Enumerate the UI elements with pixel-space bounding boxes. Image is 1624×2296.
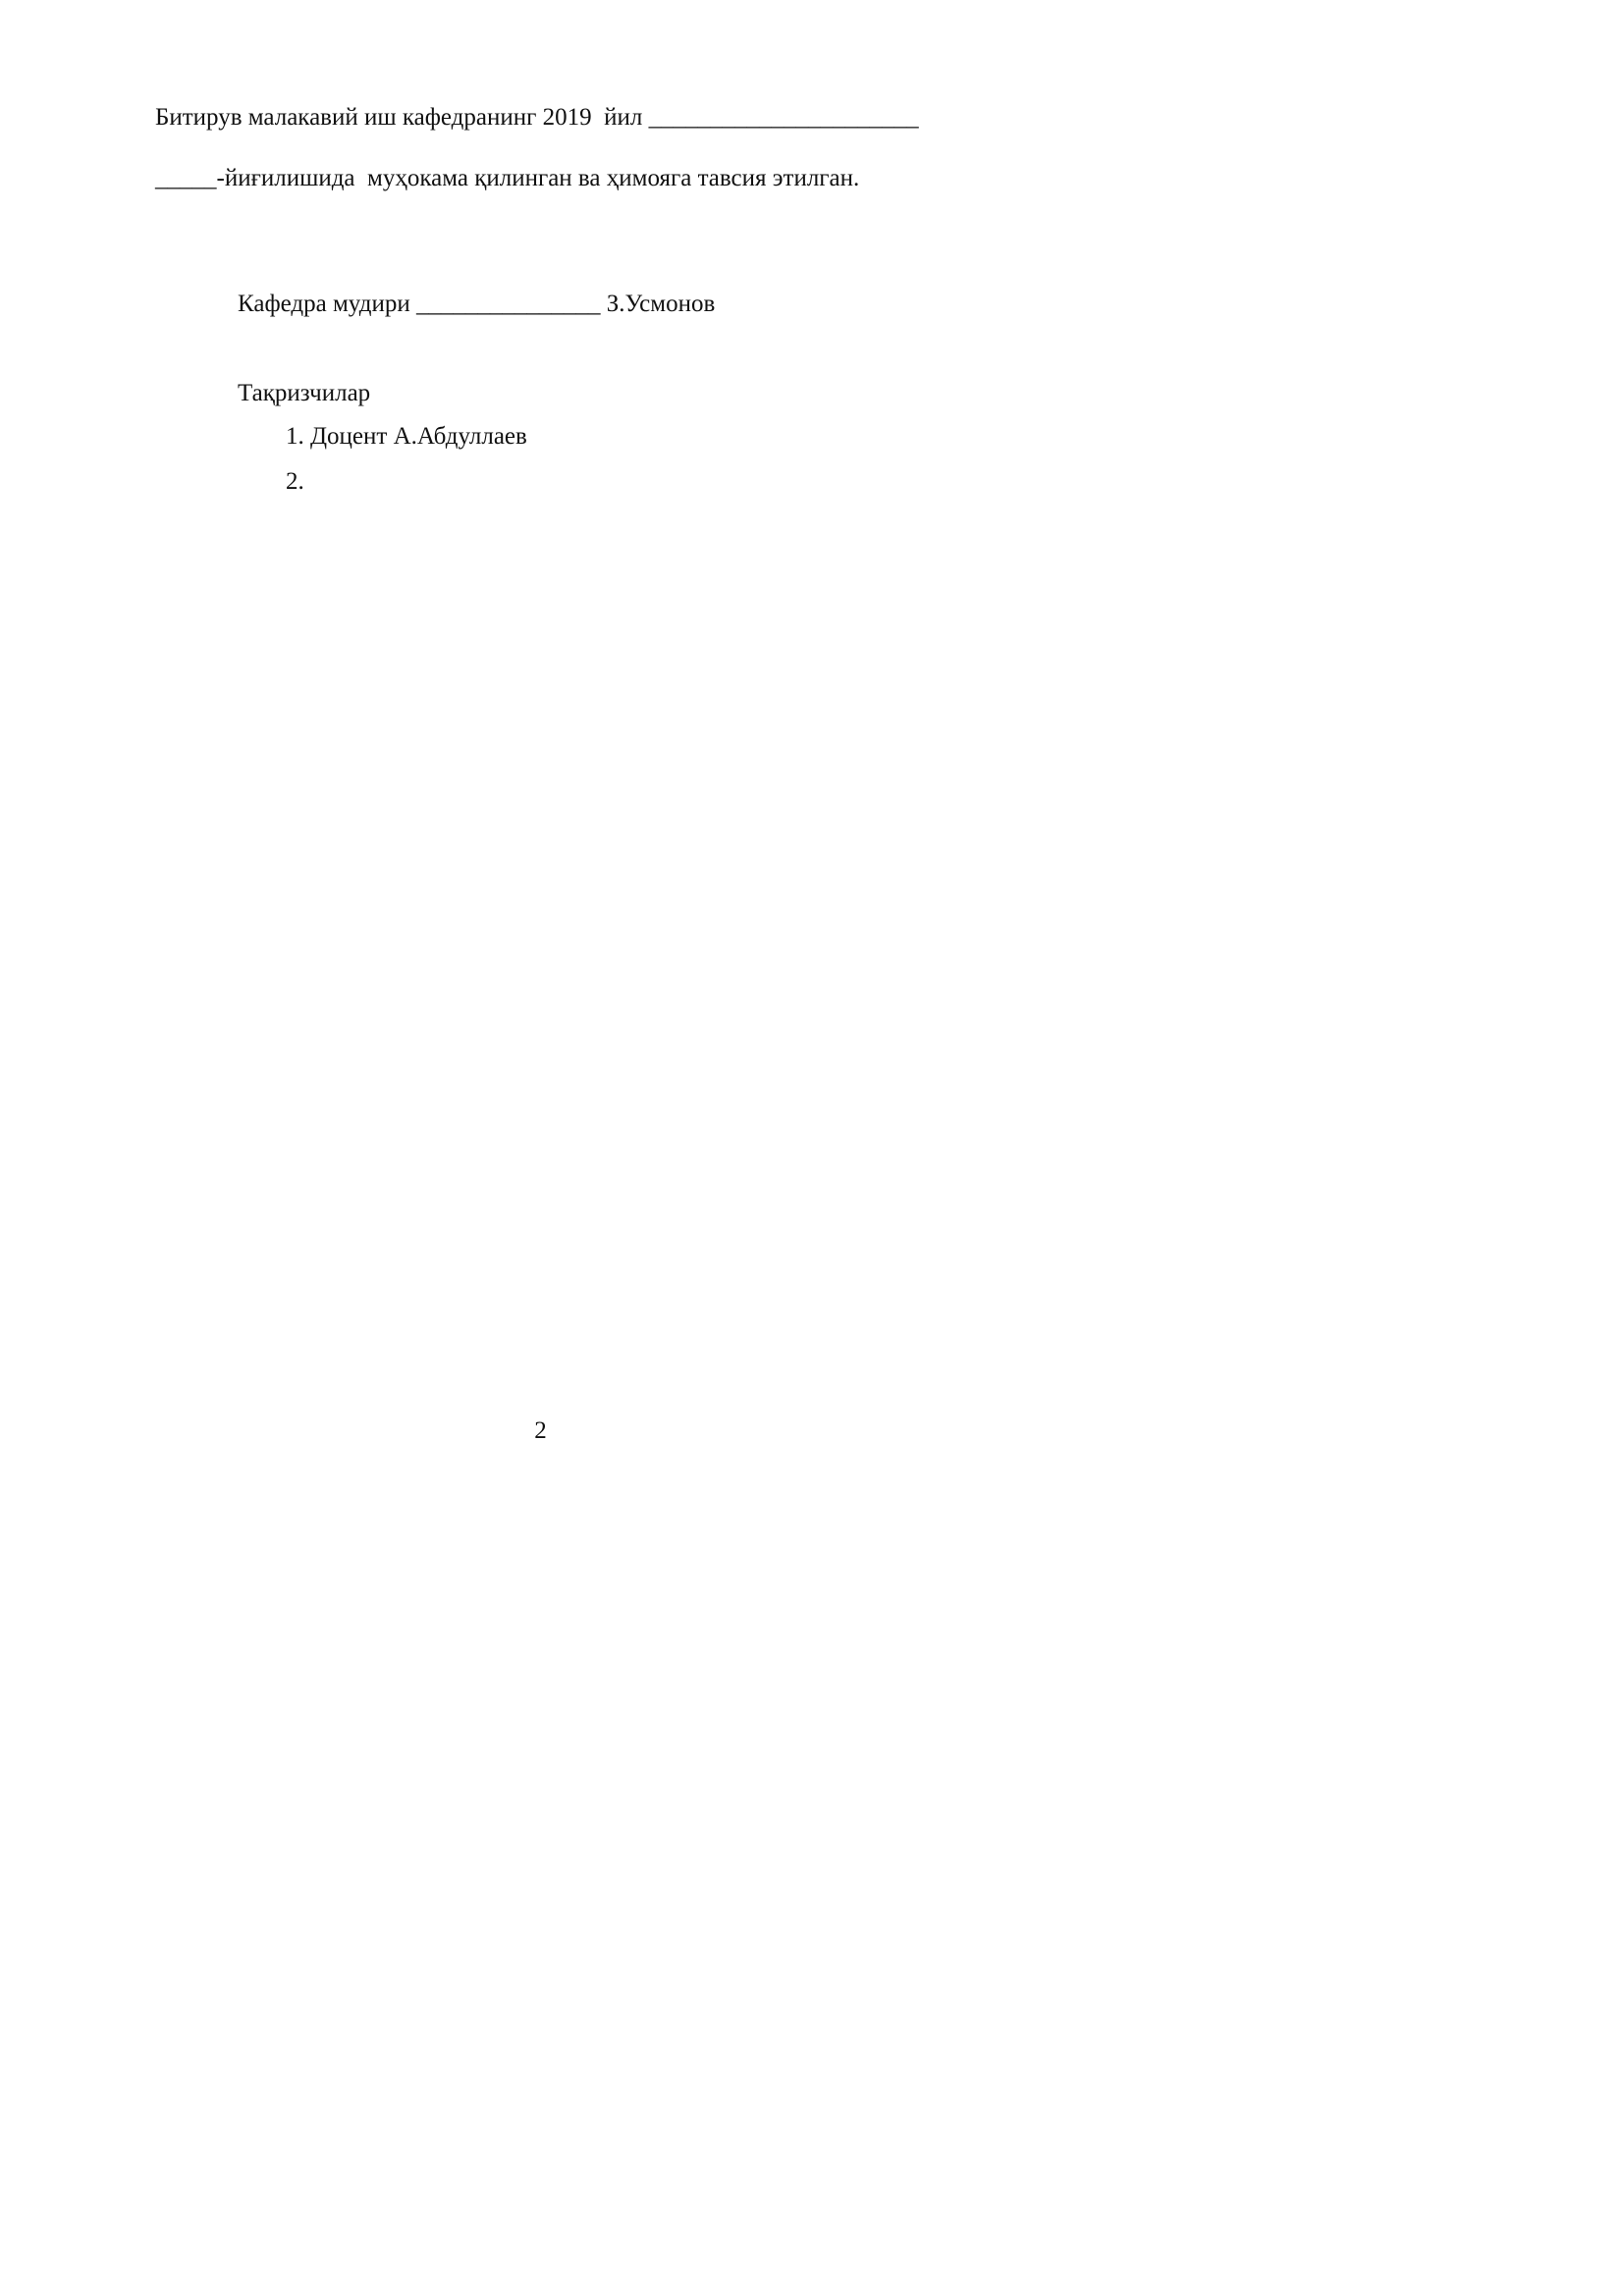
reviewer-number: 1. <box>286 423 304 450</box>
department-head-label: Кафедра мудири <box>238 291 410 317</box>
paragraph-line-2: _____-йиғилишида муҳокама қилинган ва ҳимояга тавсия этилган. <box>155 165 860 191</box>
reviewer-number: 2. <box>286 468 304 495</box>
signature-blank: _______________ <box>415 291 601 317</box>
reviewer-list-item <box>286 466 310 498</box>
paragraph-line-1: Битирув малакавий иш кафедранинг 2019 йил ______________________ <box>155 104 919 131</box>
department-head-name: З.Усмонов <box>606 291 716 317</box>
reviewers-heading: Тақризчилар <box>238 380 371 406</box>
department-head-line <box>238 289 715 320</box>
page-number: 2 <box>534 1417 547 1444</box>
reviewer-list-item <box>286 421 527 453</box>
reviewer-name: Доцент А.Абдуллаев <box>310 423 527 450</box>
